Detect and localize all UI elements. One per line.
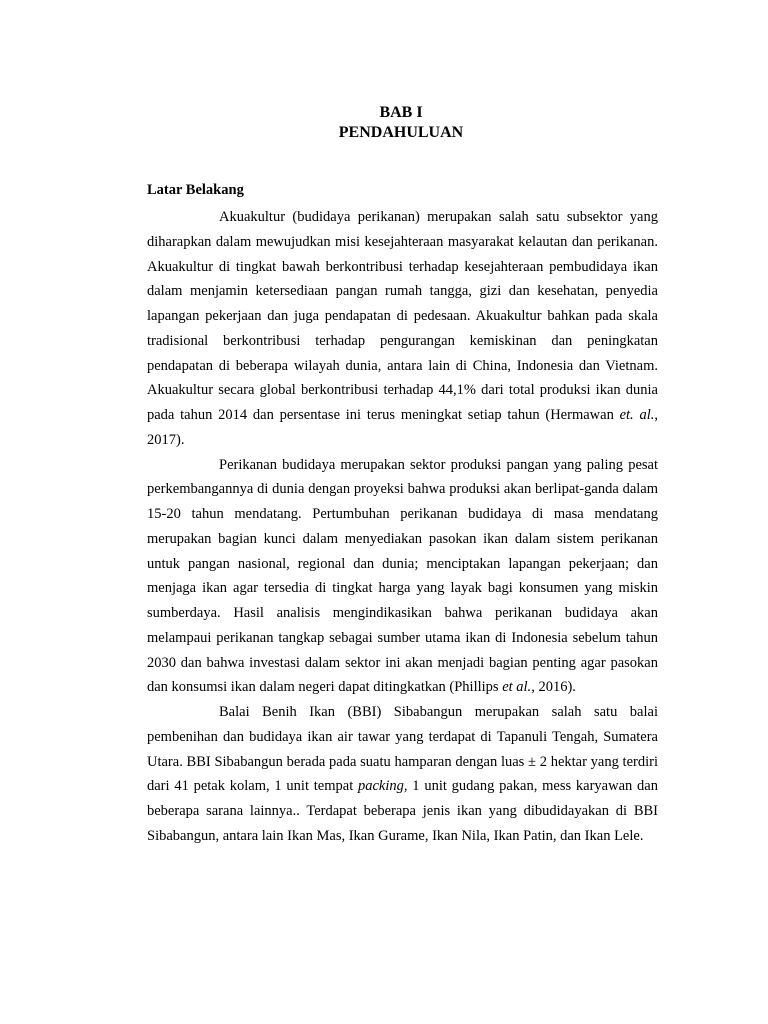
body-text <box>147 205 658 849</box>
paragraph-2-citation-italic: et al. <box>502 679 532 696</box>
paragraph-2-text-b: , 2016). <box>531 679 576 696</box>
paragraph-3-italic-term: packing <box>358 778 404 795</box>
paragraph-3 <box>147 700 658 849</box>
paragraph-2-text-a: Perikanan budidaya merupakan sektor produksi pangan yang paling pesat perkembangannya di dunia dengan proyeksi bahwa produksi akan berlipat-ganda dalam 15-20 tahun mendatang. Pertumbuhan perikanan budidaya di masa mendatang merupakan bagian kunci dalam menyediakan pasokan ikan dalam sistem perikanan untuk pangan nasional, regional dan dunia; menciptakan lapangan pekerjaan; dan menjaga ikan agar tersedia di tingkat harga yang layak bagi konsumen yang miskin sumberdaya. Hasil analisis mengindikasikan bahwa perikanan budidaya akan melampaui perikanan tangkap sebagai sumber utama ikan di Indonesia sebelum tahun 2030 dan bahwa investasi dalam sektor ini akan menjadi bagian penting agar pasokan dan konsumsi ikan dalam negeri dapat ditingkatkan (Phillips <box>147 456 658 696</box>
paragraph-1 <box>147 205 658 453</box>
section-title: Latar Belakang <box>147 182 244 198</box>
paragraph-1-text-b: , 2017). <box>147 407 658 448</box>
chapter-number: BAB I <box>379 104 423 121</box>
chapter-title: PENDAHULUAN <box>338 124 464 141</box>
paragraph-3-text-a: Balai Benih Ikan (BBI) Sibabangun merupakan salah satu balai pembenihan dan budidaya ikan air tawar yang terdapat di Tapanuli Tengah, Sumatera Utara. BBI Sibabangun berada pada suatu hamparan dengan luas ± 2 hektar yang terdiri dari 41 petak kolam, 1 unit tempat <box>147 704 658 795</box>
paragraph-2 <box>147 453 658 701</box>
paragraph-3-text-b: , 1 unit gudang pakan, mess karyawan dan beberapa sarana lainnya.. Terdapat beberapa jenis ikan yang dibudidayakan di BBI Sibabangun, antara lain Ikan Mas, Ikan Gurame, Ikan Nila, Ikan Patin, dan Ikan Lele. <box>147 778 658 844</box>
paragraph-1-text-a: Akuakultur (budidaya perikanan) merupakan salah satu subsektor yang diharapkan dalam mewujudkan misi kesejahteraan masyarakat kelautan dan perikanan. Akuakultur di tingkat bawah berkontribusi terhadap kesejahteraan pembudidaya ikan dalam menjamin ketersediaan pangan rumah tangga, gizi dan kesehatan, penyedia lapangan pekerjaan dan juga pendapatan di pedesaan. Akuakultur bahkan pada skala tradisional berkontribusi terhadap pengurangan kemiskinan dan peningkatan pendapatan di beberapa wilayah dunia, antara lain di China, Indonesia dan Vietnam. Akuakultur secara global berkontribusi terhadap 44,1% dari total produksi ikan dunia pada tahun 2014 dan persentase ini terus meningkat setiap tahun (Hermawan <box>147 209 658 423</box>
paragraph-1-citation-italic: et. al. <box>619 407 655 423</box>
